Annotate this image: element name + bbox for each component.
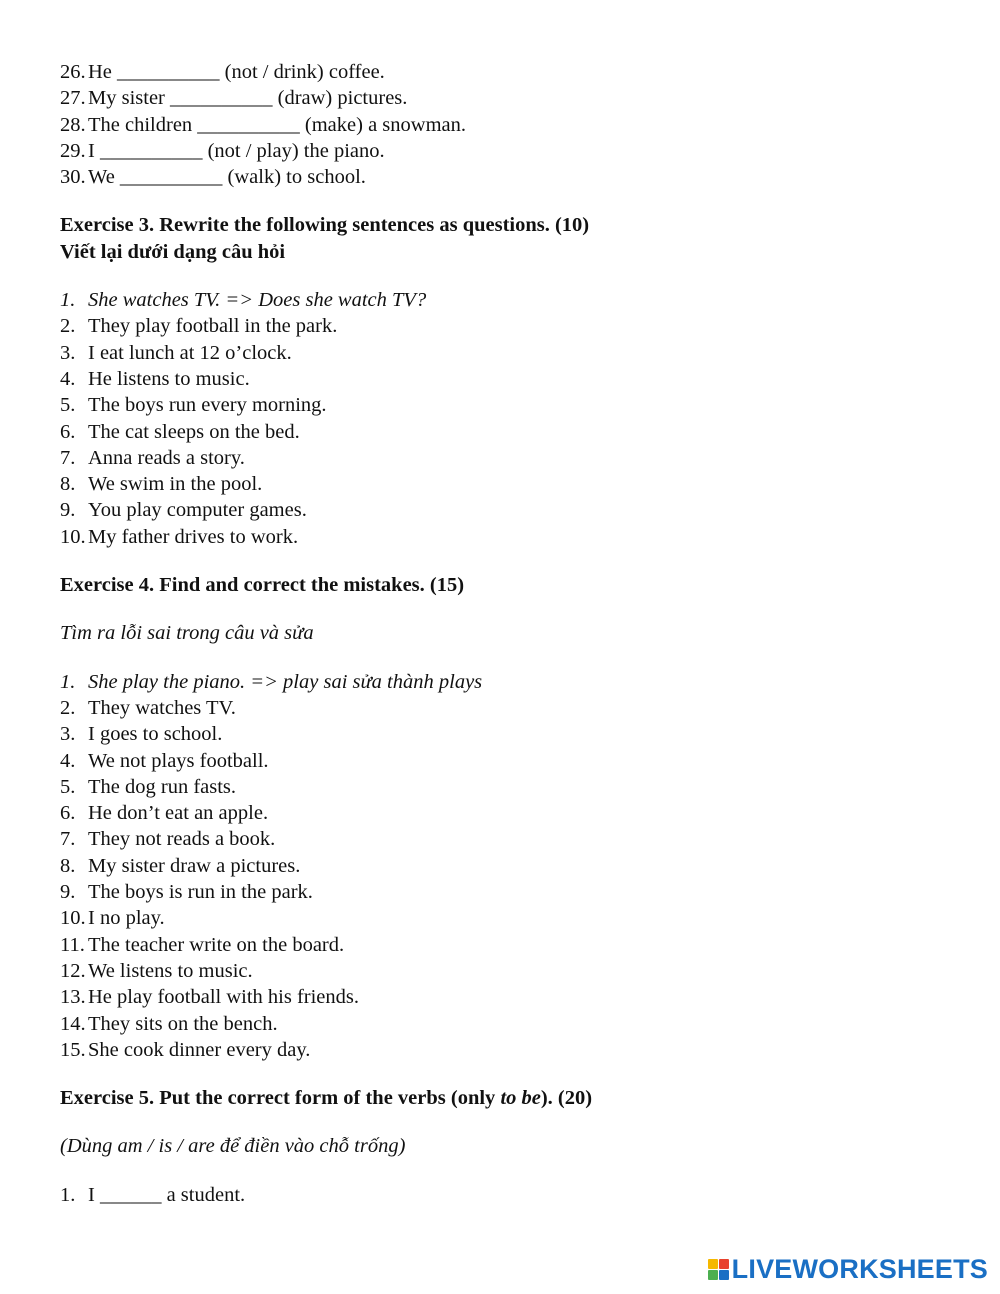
- list-item: 11. The teacher write on the board.: [60, 933, 345, 956]
- list-item: 9. You play computer games.: [60, 499, 307, 522]
- exercise-4: [60, 572, 960, 1063]
- list-item: 6. He don’t eat an apple.: [60, 802, 269, 825]
- list-item: 8. My sister draw a pictures.: [60, 854, 301, 877]
- example-item: 1. She play the piano. => play sai sửa thành plays: [60, 670, 483, 693]
- exercise-4-subtitle: Tìm ra lỗi sai trong câu và sửa: [60, 622, 314, 645]
- list-item: 5. The dog run fasts.: [60, 775, 237, 798]
- exercise-5-subtitle: (Dùng am / is / are để điền vào chỗ trống): [60, 1135, 406, 1158]
- list-item: 14. They sits on the bench.: [60, 1012, 278, 1035]
- list-item: 27. My sister __________ (draw) pictures.: [60, 87, 408, 110]
- exercise-3-title: Exercise 3. Rewrite the following sentences as questions. (10): [60, 214, 590, 237]
- list-item: 3. I eat lunch at 12 o’clock.: [60, 341, 292, 364]
- list-item: 1. I ______ a student.: [60, 1183, 246, 1206]
- exercise-5: [60, 1085, 960, 1208]
- list-item: 29. I __________ (not / play) the piano.: [60, 139, 385, 162]
- list-item: 2. They watches TV.: [60, 696, 236, 719]
- list-item: 7. They not reads a book.: [60, 828, 276, 851]
- list-item: 4. We not plays football.: [60, 749, 269, 772]
- exercise-3-subtitle: Viết lại dưới dạng câu hỏi: [60, 240, 286, 263]
- list-item: 9. The boys is run in the park.: [60, 881, 313, 904]
- list-item: 15. She cook dinner every day.: [60, 1038, 311, 1061]
- list-item: 10. My father drives to work.: [60, 525, 299, 548]
- exercise-2-tail: [60, 59, 960, 190]
- logo-mark-icon: [708, 1259, 729, 1280]
- list-item: 30. We __________ (walk) to school.: [60, 166, 366, 189]
- list-item: 6. The cat sleeps on the bed.: [60, 420, 300, 443]
- list-item: 4. He listens to music.: [60, 367, 250, 390]
- list-item: 26. He __________ (not / drink) coffee.: [60, 61, 385, 83]
- list-item: 7. Anna reads a story.: [60, 446, 245, 469]
- list-item: 2. They play football in the park.: [60, 315, 338, 338]
- list-item: 13. He play football with his friends.: [60, 986, 360, 1009]
- exercise-5-title: Exercise 5. Put the correct form of the verbs (only to be). (20): [60, 1087, 593, 1110]
- exercise-3: [60, 212, 960, 550]
- example-item: 1. She watches TV. => Does she watch TV?: [60, 289, 427, 312]
- logo-text: LIVEWORKSHEETS: [731, 1253, 988, 1284]
- list-item: 10. I no play.: [60, 907, 165, 930]
- exercise-4-title: Exercise 4. Find and correct the mistakes. (15): [60, 574, 465, 597]
- list-item: 8. We swim in the pool.: [60, 473, 263, 496]
- worksheet-page: [60, 59, 960, 1208]
- list-item: 3. I goes to school.: [60, 723, 223, 746]
- list-item: 28. The children __________ (make) a snowman.: [60, 113, 467, 136]
- liveworksheets-logo: [708, 1253, 988, 1285]
- list-item: 12. We listens to music.: [60, 959, 253, 982]
- list-item: 5. The boys run every morning.: [60, 394, 327, 417]
